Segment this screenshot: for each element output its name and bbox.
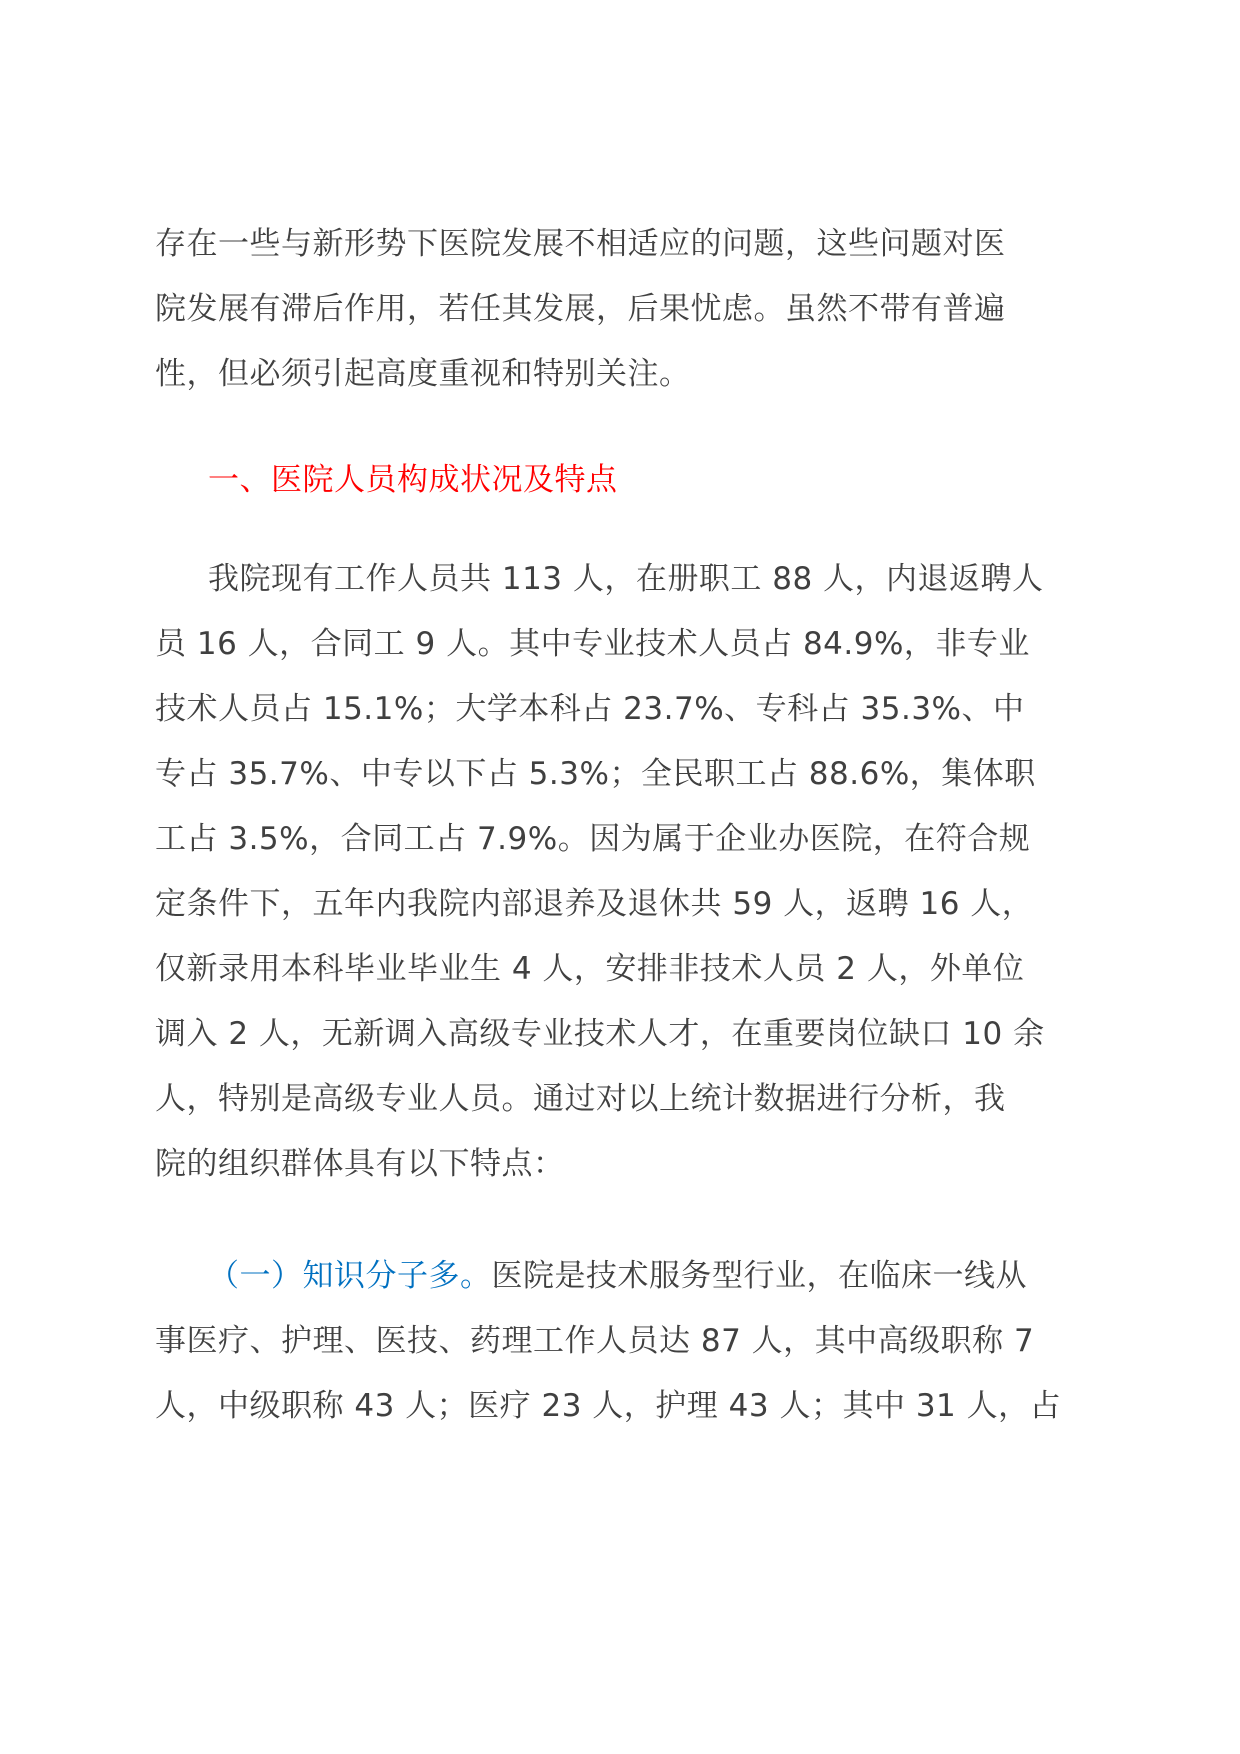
- text-line: 人，中级职称 43 人；医疗 23 人，护理 43 人；其中 31 人，占: [155, 1388, 1062, 1424]
- text-line: 人，特别是高级专业人员。通过对以上统计数据进行分析，我: [155, 1081, 1006, 1117]
- text-line: 专占 35.7%、中专以下占 5.3%；全民职工占 88.6%，集体职: [155, 756, 1036, 792]
- text-line: 事医疗、护理、医技、药理工作人员达 87 人，其中高级职称 7: [155, 1323, 1035, 1359]
- text-line: 定条件下，五年内我院内部退养及退休共 59 人，返聘 16 人，: [155, 886, 1034, 922]
- subsection-heading: （一）知识分子多。: [208, 1258, 492, 1294]
- paragraph-intro: [155, 212, 1085, 407]
- text-line: 院发展有滞后作用，若任其发展，后果忧虑。虽然不带有普遍: [155, 291, 1006, 327]
- text-line: 我院现有工作人员共 113 人，在册职工 88 人，内退返聘人: [208, 561, 1044, 597]
- text-line: 院的组织群体具有以下特点：: [155, 1146, 565, 1182]
- text-run: 医院是技术服务型行业，在临床一线从: [491, 1258, 1027, 1294]
- text-line: 性，但必须引起高度重视和特别关注。: [155, 356, 691, 392]
- paragraph-intellectuals: [155, 1244, 1085, 1439]
- text-line: 存在一些与新形势下医院发展不相适应的问题，这些问题对医: [155, 226, 1006, 262]
- text-line: 仅新录用本科毕业毕业生 4 人，安排非技术人员 2 人，外单位: [155, 951, 1025, 987]
- text-line: 技术人员占 15.1%；大学本科占 23.7%、专科占 35.3%、中: [155, 691, 1025, 727]
- paragraph-staff-composition: [155, 547, 1085, 1197]
- text-line: 员 16 人，合同工 9 人。其中专业技术人员占 84.9%，非专业: [155, 626, 1030, 662]
- text-line: [155, 1244, 1085, 1309]
- section-heading: 一、医院人员构成状况及特点: [208, 462, 618, 498]
- text-line: 调入 2 人，无新调入高级专业技术人才，在重要岗位缺口 10 余: [155, 1016, 1045, 1052]
- text-line: 工占 3.5%，合同工占 7.9%。因为属于企业办医院，在符合规: [155, 821, 1031, 857]
